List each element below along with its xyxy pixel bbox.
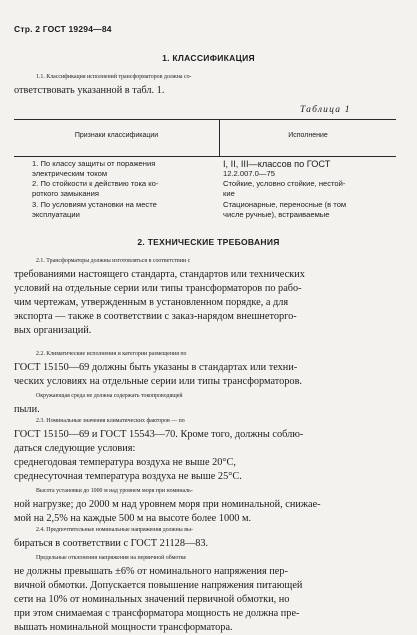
text-line: даться следующие условия:: [14, 443, 136, 454]
text-line: пыли.: [14, 404, 40, 415]
table-caption: Таблица 1: [300, 105, 351, 115]
classification-table: [14, 119, 396, 253]
text-line: ГОСТ 15150—69 должны быть указаны в стандартах или техни-: [14, 362, 298, 373]
text-line: 1.1. Классификация исполнений трансформаторов должна со-: [36, 74, 192, 80]
table-row-1-version: [223, 159, 330, 179]
table-cell-line: роткого замыкания: [32, 189, 99, 198]
text-line: Предельные отклонения напряжения на первичной обмотке: [36, 555, 187, 561]
table-cell-line: I, II, III—классов по ГОСТ: [223, 159, 331, 169]
table-header-criteria: Признаки классификации: [74, 132, 159, 139]
table-row-3-criteria: [32, 200, 157, 220]
paragraph-2-3: [14, 414, 396, 526]
table-cell-line: Стойкие, условно стойкие, нестой-: [223, 179, 346, 188]
text-line: вых организаций.: [14, 325, 92, 336]
text-line: 2.1. Трансформаторы должны изготовляться в соответствии с: [36, 258, 191, 264]
paragraph-2-1: [14, 254, 396, 338]
text-line: ческих условиях на отдельные серии или типы трансформаторов.: [14, 376, 303, 387]
paragraph-2-2: [14, 347, 396, 417]
text-line: среднесуточная температура воздуха не выше 25°С.: [14, 471, 242, 482]
table-cell-line: электрическим током: [32, 169, 108, 178]
paragraph-1-1: [14, 70, 396, 98]
text-line: вичной обмотки. Допускается повышение напряжения питающей: [14, 580, 303, 591]
text-line: бираться в соответствии с ГОСТ 21128—83.: [14, 538, 209, 549]
page-header: Стр. 2 ГОСТ 19294—84: [14, 24, 112, 34]
table-row-3-version: [223, 200, 346, 220]
text-line: 2.2. Климатические исполнения и категории размещения по: [36, 351, 187, 357]
text-line: 2.4. Предпочтительные номинальные напряжения должны вы-: [36, 527, 193, 533]
table-top-rule: [14, 119, 396, 120]
text-line: ГОСТ 15150—69 и ГОСТ 15543—70. Кроме того, должны соблю-: [14, 429, 304, 440]
text-line: ответствовать указанной в табл. 1.: [14, 85, 165, 96]
table-cell-line: эксплуатации: [32, 210, 80, 219]
section-1-title: 1. КЛАССИФИКАЦИЯ: [162, 53, 255, 63]
section-2-title: 2. ТЕХНИЧЕСКИЕ ТРЕБОВАНИЯ: [137, 237, 280, 247]
table-row-2-criteria: [32, 179, 158, 199]
text-line: условий на отдельные серии или типы трансформаторов по рабо-: [14, 283, 302, 294]
table-cell-line: 3. По условиям установки на месте: [32, 200, 157, 209]
paragraph-2-4: [14, 523, 396, 635]
table-cell-line: 2. По стойкости к действию тока ко-: [32, 179, 159, 188]
table-row-2-version: [223, 179, 345, 199]
text-line: Окружающая среда не должна содержать токопроводящей: [36, 393, 183, 399]
text-line: не должны превышать ±6% от номинального напряжения пер-: [14, 566, 288, 577]
table-cell-line: Стационарные, переносные (в том: [223, 200, 347, 209]
text-line: ной нагрузке; до 2000 м над уровнем моря при номинальной, снижае-: [14, 499, 321, 510]
text-line: мой на 2,5% на каждые 500 м на высоте более 1000 м.: [14, 513, 252, 524]
text-line: экспорта — также в соответствии с заказ-нарядом внешнеторго-: [14, 311, 297, 322]
text-line: среднегодовая температура воздуха не выше 20°С,: [14, 457, 236, 468]
table-cell-line: 12.2.007.0—75: [223, 169, 275, 178]
text-line: вышать номинальной мощности трансформатора.: [14, 622, 233, 633]
text-line: требованиями настоящего стандарта, стандартов или технических: [14, 269, 305, 280]
table-row-1-criteria: [32, 159, 155, 179]
text-line: при этом снимаемая с трансформатора мощность не должна пре-: [14, 608, 300, 619]
text-line: сети на 10% от номинальных значений первичной обмотки, но: [14, 594, 290, 605]
table-cell-line: 1. По классу защиты от поражения: [32, 159, 156, 168]
text-line: чим чертежам, утвержденным в установленном порядке, а для: [14, 297, 289, 308]
text-line: 2.3. Номинальные значения климатических факторов — по: [36, 418, 185, 424]
table-header-version: Исполнение: [288, 132, 328, 139]
table-cell-line: кие: [223, 189, 235, 198]
text-line: Высота установки до 1000 м над уровнем моря при номиналь-: [36, 488, 193, 494]
table-header-rule: [14, 156, 396, 157]
table-cell-line: числе ручные), встраиваемые: [223, 210, 330, 219]
